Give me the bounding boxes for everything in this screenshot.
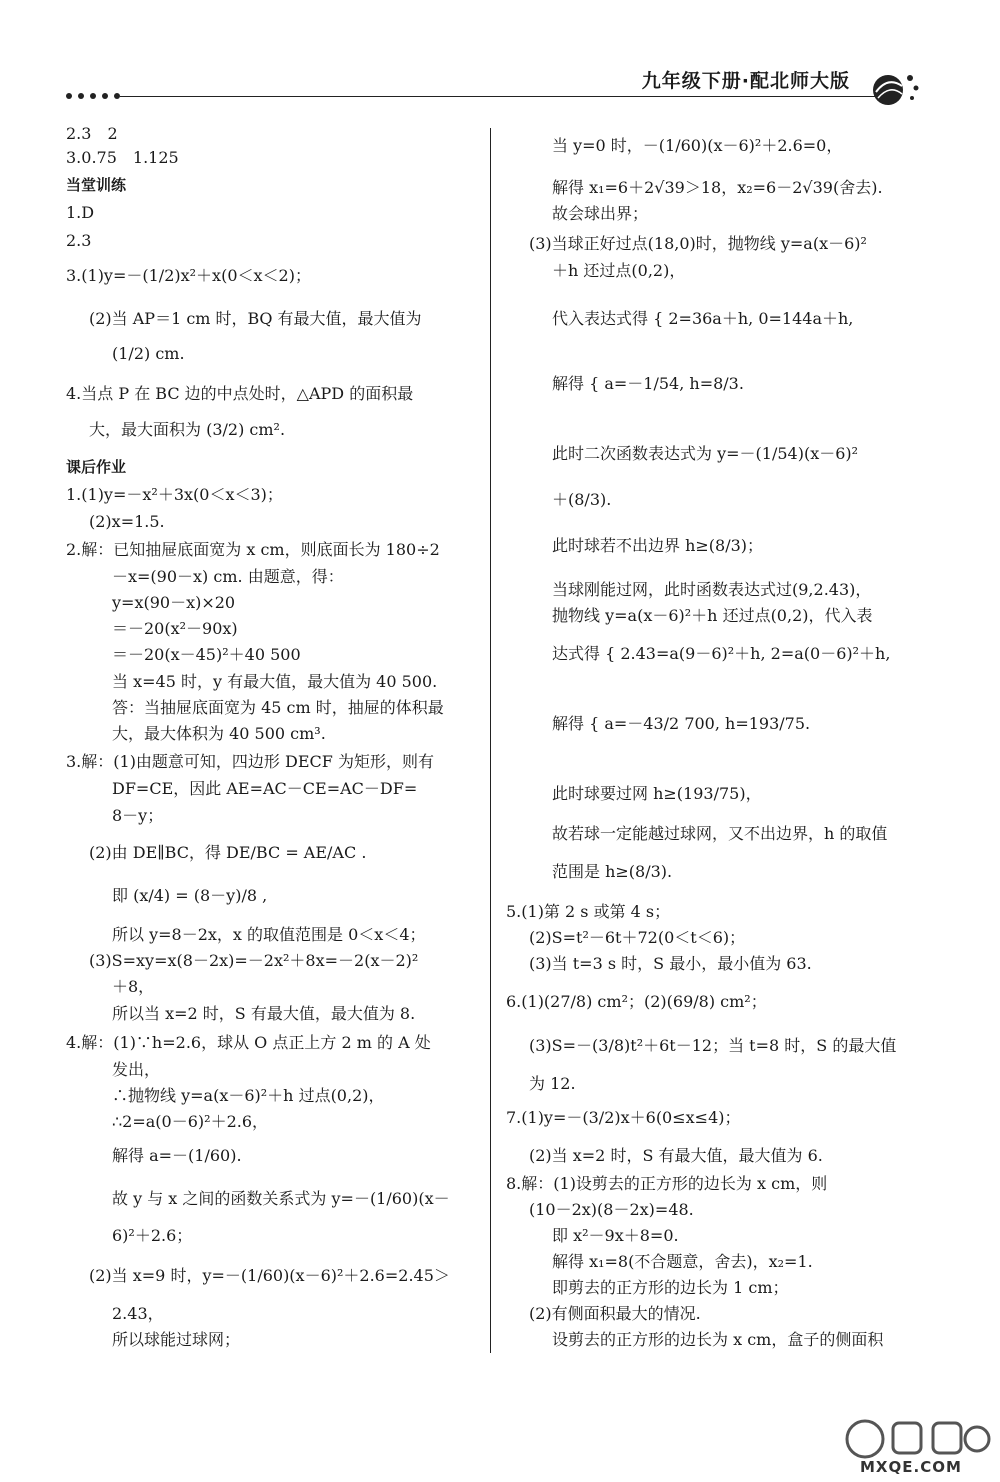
answer-line: 答：当抽屉底面宽为 45 cm 时，抽屉的体积最 [112, 698, 444, 717]
answer-line: 此时球要过网 h≥(193/75)， [552, 784, 762, 803]
answer-line: 5.(1)第 2 s 或第 4 s； [506, 902, 671, 921]
answer-line: ＋(8/3). [552, 490, 612, 509]
answer-line: 6.(1)(27/8) cm²；(2)(69/8) cm²； [506, 992, 767, 1011]
header-dots [66, 93, 120, 99]
answer-line: 解得 x₁=6＋2√39＞18，x₂=6－2√39(舍去). [552, 178, 883, 197]
answer-line: 解得 { a=－1/54, h=8/3. [552, 374, 744, 393]
answer-line: ＝－20(x－45)²＋40 500 [112, 645, 301, 664]
answer-line: 故若球一定能越过球网，又不出边界，h 的取值 [552, 824, 888, 843]
answer-line: 发出， [112, 1060, 161, 1079]
answer-line: 4.当点 P 在 BC 边的中点处时，△APD 的面积最 [66, 384, 414, 403]
answer-line: 3.0.75 1.125 [66, 148, 179, 167]
answer-line: ＋h 还过点(0,2)， [552, 261, 686, 280]
answer-line: 设剪去的正方形的边长为 x cm，盒子的侧面积 [552, 1330, 884, 1349]
answer-line: 当 x=45 时，y 有最大值，最大值为 40 500. [112, 672, 438, 691]
watermark-text: MXQE.COM [860, 1458, 962, 1476]
answer-line: 当 y=0 时，－(1/60)(x－6)²＋2.6=0， [552, 136, 843, 155]
column-divider [490, 128, 491, 1353]
answer-line: 范围是 h≥(8/3). [552, 862, 673, 881]
answer-line: (2)当 x=2 时，S 有最大值，最大值为 6. [529, 1146, 823, 1165]
answer-line: 2.解：已知抽屉底面宽为 x cm，则底面长为 180÷2 [66, 540, 440, 559]
answer-line: 课后作业 [66, 458, 127, 476]
answer-line: 1.(1)y=－x²＋3x(0＜x＜3)； [66, 485, 283, 504]
answer-line: 即 (x/4) = (8－y)/8 , [112, 886, 268, 905]
answer-line: 抛物线 y=a(x－6)²＋h 还过点(0,2)，代入表 [552, 606, 873, 625]
answer-line: (3)当 t=3 s 时，S 最小，最小值为 63. [529, 954, 812, 973]
answer-line: 大，最大体积为 40 500 cm³. [112, 724, 326, 743]
answer-line: 为 12. [529, 1074, 576, 1093]
answer-line: (3)S=－(3/8)t²＋6t－12；当 t=8 时，S 的最大值 [529, 1036, 897, 1055]
answer-line: ＝－20(x²－90x) [112, 619, 238, 638]
answer-line: 2.3 2 [66, 124, 118, 143]
answer-line: 解得 a=－(1/60). [112, 1146, 242, 1165]
answer-line: 解得 { a=－43/2 700, h=193/75. [552, 714, 811, 733]
answer-line: 即 x²－9x＋8=0. [552, 1226, 679, 1245]
answer-line: 当球刚能过网，此时函数表达式过(9,2.43)， [552, 580, 872, 599]
answer-line: ＋8， [112, 977, 155, 996]
answer-line: 代入表达式得 { 2=36a＋h, 0=144a＋h, [552, 309, 854, 328]
answer-line: 所以 y=8－2x，x 的取值范围是 0＜x＜4； [112, 925, 426, 944]
answer-line: (2)当 AP＝1 cm 时，BQ 有最大值，最大值为 [89, 309, 422, 328]
answer-line: 8－y； [112, 806, 164, 825]
answer-line: 所以当 x=2 时，S 有最大值，最大值为 8. [112, 1004, 416, 1023]
answer-line: ∴抛物线 y=a(x－6)²＋h 过点(0,2)， [112, 1086, 385, 1105]
answer-line: 解得 x₁=8(不合题意，舍去)，x₂=1. [552, 1252, 813, 1271]
answer-line: (1/2) cm. [112, 344, 185, 363]
answer-line: 此时二次函数表达式为 y=－(1/54)(x－6)² [552, 444, 859, 463]
answer-line: 故会球出界； [552, 204, 649, 223]
answer-line: 8.解：(1)设剪去的正方形的边长为 x cm，则 [506, 1174, 828, 1193]
header-logo-icon [868, 68, 924, 108]
answer-line: (3)当球正好过点(18,0)时，抛物线 y=a(x－6)² [529, 234, 867, 253]
answer-line: －x=(90－x) cm. 由题意，得： [112, 567, 344, 586]
answer-line: (2)x=1.5. [89, 512, 165, 531]
answer-line: (2)当 x=9 时，y=－(1/60)(x－6)²＋2.6=2.45＞ [89, 1266, 450, 1285]
answer-line: (2)由 DE∥BC，得 DE/BC = AE/AC . [89, 843, 367, 862]
answer-line: 大，最大面积为 (3/2) cm². [89, 420, 286, 439]
answer-line: (3)S=xy=x(8－2x)=－2x²＋8x=－2(x－2)² [89, 951, 419, 970]
answer-line: 此时球若不出边界 h≥(8/3)； [552, 536, 764, 555]
answer-line: DF=CE，因此 AE=AC－CE=AC－DF= [112, 779, 418, 798]
answer-line: 3.解：(1)由题意可知，四边形 DECF 为矩形，则有 [66, 752, 434, 771]
answer-line: 所以球能过球网； [112, 1330, 241, 1349]
answer-line: 4.解：(1)∵h=2.6，球从 O 点正上方 2 m 的 A 处 [66, 1033, 431, 1052]
answer-line: 达式得 { 2.43=a(9－6)²＋h, 2=a(0－6)²＋h, [552, 644, 891, 663]
answer-line: 2.43， [112, 1304, 164, 1323]
answer-line: 1.D [66, 203, 95, 222]
answer-line: 7.(1)y=－(3/2)x＋6(0≤x≤4)； [506, 1108, 741, 1127]
answer-line: 2.3 [66, 231, 92, 250]
answer-line: ∴2=a(0－6)²＋2.6， [112, 1112, 269, 1131]
answer-line: 故 y 与 x 之间的函数关系式为 y=－(1/60)(x－ [112, 1189, 450, 1208]
answer-line: 即剪去的正方形的边长为 1 cm； [552, 1278, 789, 1297]
answer-line: 3.(1)y=－(1/2)x²＋x(0＜x＜2)； [66, 266, 311, 285]
answer-line: y=x(90－x)×20 [112, 593, 236, 612]
header-rule [120, 96, 876, 97]
page-title: 九年级下册·配北师大版 [641, 70, 850, 92]
answer-line: (10－2x)(8－2x)=48. [529, 1200, 694, 1219]
answer-line: (2)S=t²－6t＋72(0＜t＜6)； [529, 928, 746, 947]
answer-line: (2)有侧面积最大的情况. [529, 1304, 701, 1323]
answer-line: 当堂训练 [66, 176, 127, 194]
answer-line: 6)²＋2.6； [112, 1226, 193, 1245]
